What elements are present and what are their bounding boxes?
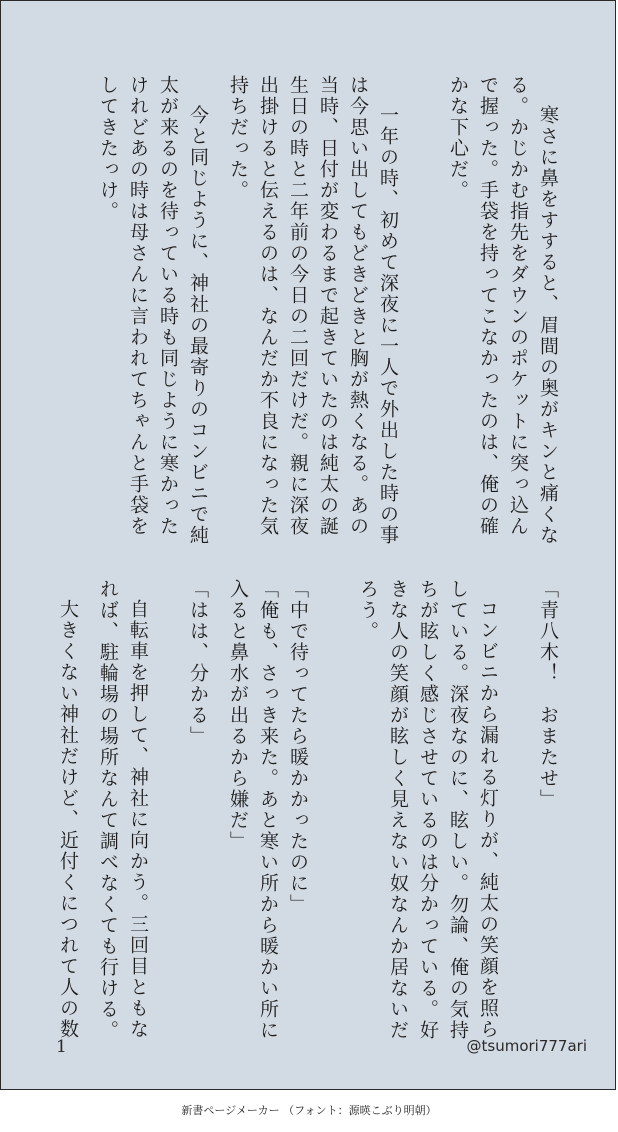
footer-credit: 新書ページメーカー （フォント：源暎こぶり明朝） [181,1104,437,1117]
text-column: 「はは、分かる」 [187,579,209,747]
text-column: 「青八木！ おまたせ」 [537,579,559,810]
text-column: ちが眩しく感じさせているのは分かっている。好 [417,579,439,1041]
text-column: している。深夜なのに、眩しい。勿論、俺の気持 [447,579,469,1041]
text-column: 当時、日付が変わるまで起きていたのは純太の誕 [317,75,339,537]
text-column: 生日の時と二年前の今日の二回だけだ。親に深夜 [287,75,309,537]
text-column: 「俺も、さっき来た。あと寒い所から暖かい所に [257,579,279,1041]
text-column: コンビニから漏れる灯りが、純太の笑顔を照ら [477,599,499,1040]
text-column: けれどあの時は母さんに言われてちゃんと手袋を [127,75,149,537]
author-handle: @tsumori777ari [466,1037,587,1055]
text-column: で握った。手袋を持ってこなかったのは、俺の確 [477,75,499,537]
text-column: れば、駐輪場の場所なんて調べなくても行ける。 [97,579,119,1041]
text-column: 「中で待ってたら暖かかったのに」 [287,579,309,915]
text-column: 寒さに鼻をすすると、眉間の奥がキンと痛くな [537,105,559,546]
text-column: かな下心だ。 [447,75,469,201]
text-column: 大きくない神社だけど、近付くにつれて人の数 [57,599,79,1040]
text-column: 今と同じように、神社の最寄りのコンビニで純 [187,105,209,546]
text-column: してきたっけ。 [97,75,119,222]
lower-text-block [1,1,615,1089]
text-column: 持ちだった。 [227,75,249,201]
text-column: 入ると鼻水が出るから嫌だ」 [227,579,249,852]
text-column: る。かじかむ指先をダウンのポケットに突っ込ん [507,75,529,537]
text-column: ろう。 [357,579,379,642]
text-column: 一年の時、初めて深夜に一人で外出した時の事 [377,105,399,546]
text-column: 太が来るのを待っている時も同じように寒かった [157,75,179,537]
text-column: 出掛けると伝えるのは、なんだか不良になった気 [257,75,279,537]
page-number: 1 [56,1037,67,1057]
text-column: 自転車を押して、神社に向かう。三回目ともな [127,599,149,1040]
text-column: きな人の笑顔が眩しく見えない奴なんか居ないだ [387,579,409,1041]
text-column: は今思い出してもどきどきと胸が熱くなる。あの [347,75,369,537]
